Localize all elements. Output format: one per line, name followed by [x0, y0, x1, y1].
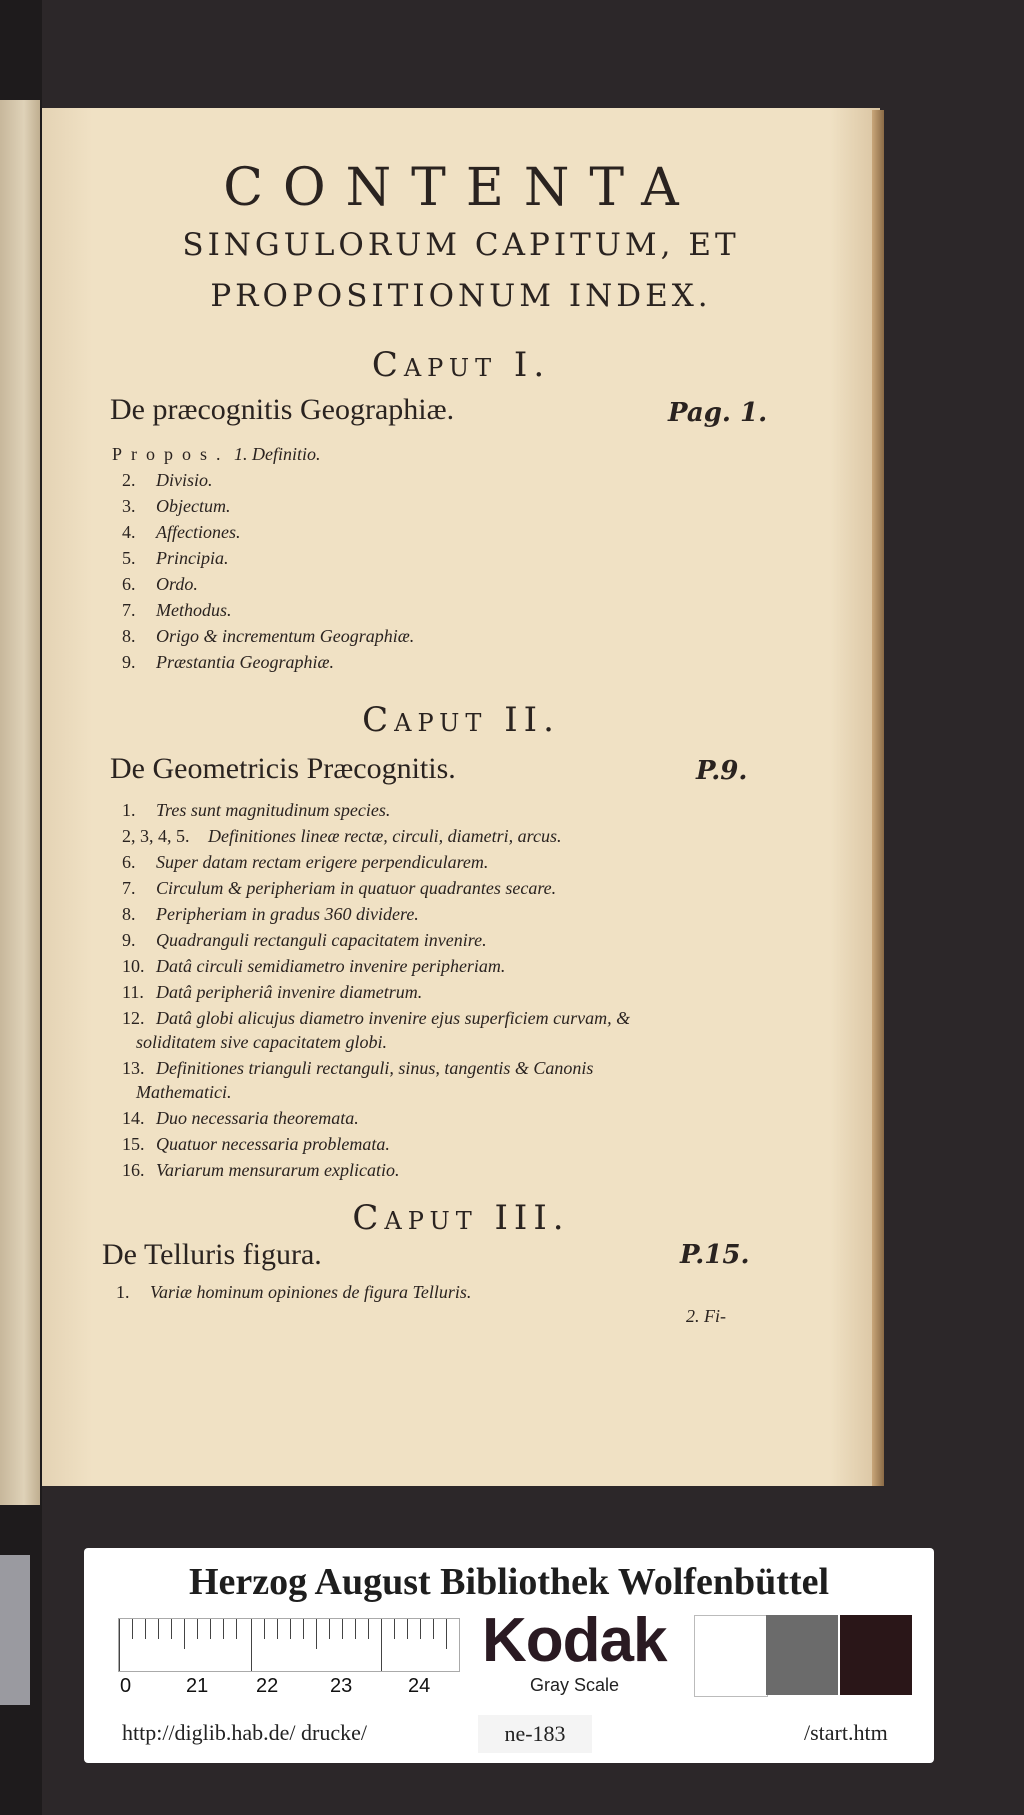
list-item: 16. Variarum mensurarum explicatio.	[122, 1160, 400, 1180]
propos-line	[112, 444, 321, 465]
list-item: 7. Circulum & peripheriam in quatuor quadrantes secare.	[122, 878, 557, 898]
chapter-2-heading: De Geometricis Præcognitis.	[110, 752, 456, 785]
url-right: /start.htm	[804, 1720, 888, 1745]
list-item: 6. Super datam rectam erigere perpendicularem.	[122, 852, 489, 872]
gray-scale-label: Gray Scale	[530, 1675, 620, 1695]
page-title: CONTENTA	[223, 158, 699, 218]
list-item: 13. Definitiones trianguli rectanguli, sinus, tangentis & Canonis	[122, 1058, 594, 1078]
list-item: 12. Datâ globi alicujus diametro invenire ejus superficiem curvam, &	[122, 1008, 631, 1028]
list-item: 10. Datâ circuli semidiametro invenire peripheriam.	[122, 956, 506, 976]
kodak-logo: Kodak	[482, 1606, 667, 1675]
list-item: 6. Ordo.	[122, 574, 198, 594]
list-item-continuation: soliditatem sive capacitatem globi.	[136, 1032, 387, 1052]
list-item-continuation: Mathematici.	[136, 1082, 232, 1102]
list-item: 3. Objectum.	[122, 496, 231, 516]
list-item: 8. Origo & incrementum Geographiæ.	[122, 626, 415, 646]
scale-ruler	[118, 1618, 460, 1672]
chapter-2-title: Caput II.	[362, 700, 560, 740]
list-item: 8. Peripheriam in gradus 360 dividere.	[122, 904, 419, 924]
side-strip	[0, 1555, 30, 1705]
list-item: 7. Methodus.	[122, 600, 232, 620]
chapter-1-page-ref: Pag. 1.	[668, 398, 768, 428]
chapter-3-heading: De Telluris figura.	[102, 1238, 322, 1271]
list-item: 5. Principia.	[122, 548, 229, 568]
list-item: 1. Tres sunt magnitudinum species.	[122, 800, 391, 820]
chapter-1-title: Caput I.	[371, 345, 551, 385]
chapter-2-page-ref: P.9.	[696, 756, 748, 786]
gray-swatch-mid	[766, 1615, 838, 1695]
gray-swatch-white	[694, 1615, 768, 1697]
list-item: 2. Divisio.	[122, 470, 213, 490]
chapter-1-heading: De præcognitis Geographiæ.	[110, 393, 455, 426]
propos-first-item: 1. Definitio.	[234, 444, 321, 464]
list-item: 4. Affectiones.	[122, 522, 241, 542]
ruler-number: 24	[408, 1675, 431, 1697]
subtitle-line-2: PROPOSITIONUM INDEX.	[210, 278, 712, 314]
url-left: http://diglib.hab.de/ drucke/	[122, 1720, 368, 1745]
page-edge	[872, 110, 884, 1486]
list-item: 9. Præstantia Geographiæ.	[122, 652, 335, 672]
ruler-number: 22	[256, 1675, 279, 1697]
list-item: 14. Duo necessaria theoremata.	[122, 1108, 359, 1128]
book-page	[42, 108, 880, 1486]
library-name: Herzog August Bibliothek Wolfenbüttel	[188, 1561, 830, 1603]
ruler-number: 0	[120, 1675, 132, 1697]
shelfmark: ne-183	[478, 1715, 592, 1753]
list-item: 2, 3, 4, 5. Definitiones lineæ rectæ, circuli, diametri, arcus.	[122, 826, 562, 846]
propos-label: Propos.	[112, 444, 230, 464]
chapter-3-title: Caput III.	[352, 1198, 570, 1238]
list-item: 1. Variæ hominum opiniones de figura Telluris.	[116, 1282, 472, 1302]
list-item: 9. Quadranguli rectanguli capacitatem invenire.	[122, 930, 487, 950]
ruler-number: 21	[186, 1675, 209, 1697]
subtitle-line-1: SINGULORUM CAPITUM, ET	[182, 227, 740, 263]
catchword: 2. Fi-	[686, 1306, 726, 1326]
chapter-3-page-ref: P.15.	[680, 1240, 750, 1270]
list-item: 11. Datâ peripheriâ invenire diametrum.	[122, 982, 423, 1002]
list-item: 15. Quatuor necessaria problemata.	[122, 1134, 390, 1154]
previous-page-edge	[0, 100, 40, 1505]
ruler-number: 23	[330, 1675, 353, 1697]
gray-swatch-dark	[840, 1615, 912, 1695]
